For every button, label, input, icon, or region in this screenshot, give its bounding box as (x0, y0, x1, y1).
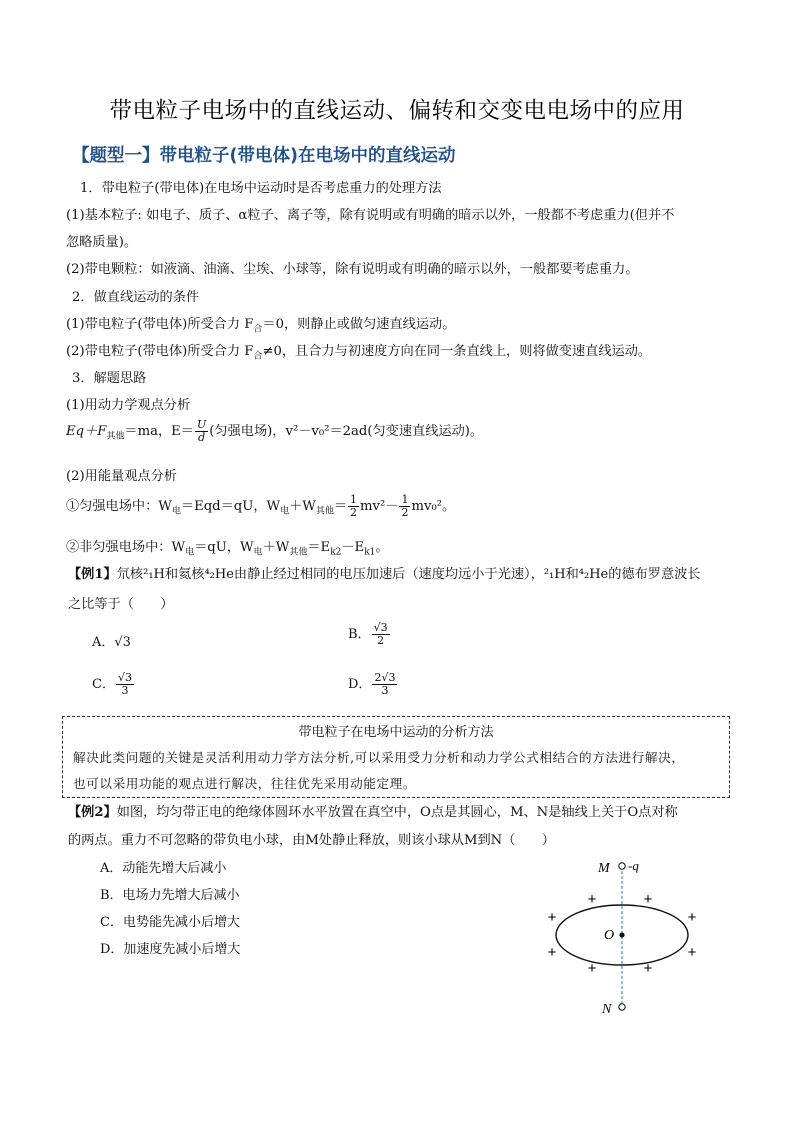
method-box-title: 带电粒子在电场中运动的分析方法 (298, 725, 494, 740)
ex2-option-d: D．加速度先减小后增大 (100, 942, 241, 957)
s1-p1b: 忽略质量)。 (66, 235, 138, 250)
ex2-option-b: B．电场力先增大后减小 (100, 888, 240, 903)
ex1-option-d: D． $\frac{2√3}{3}$ (348, 671, 396, 697)
s3-p1: (1)用动力学观点分析 (66, 398, 191, 413)
ex1-option-b: B． $\frac{√3}{2}$ (348, 621, 388, 647)
ring-figure (538, 852, 708, 1027)
s2-p2: (2)带电粒子(带电体)所受合力 $F_合\ne 0$，且合力与初速度方向在同一条直线上，则将做变速直线运动。 (66, 344, 652, 362)
method-box (62, 716, 730, 798)
point-n (619, 1004, 625, 1010)
ex2-stem: 【例2】如图，均匀带正电的绝缘体圆环水平放置在真空中，O点是其圆心，M、N是轴线上关于O点对称 (68, 805, 678, 820)
s2-title: 2．做直线运动的条件 (72, 290, 200, 305)
ex1-option-c: C． $\frac{√3}{3}$ (92, 671, 132, 697)
plus-charge: + (643, 891, 653, 908)
plus-charge: + (687, 909, 697, 926)
ex2-option-a: A．动能先增大后减小 (100, 861, 227, 876)
ex2-stem-2: 的两点。重力不可忽略的带负电小球，由M处静止释放，则该小球从M到N（ ） (68, 833, 555, 848)
s3-eq1: $Eq+F_{其他}=ma$，E＝ $\frac{U}{d}$ (匀强电场)，v²－v₀²＝2ad(匀变速直线运动)。 (66, 418, 484, 444)
plus-charge: + (547, 944, 557, 961)
point-o (619, 932, 624, 937)
s3-p2: (2)用能量观点分析 (66, 469, 177, 484)
plus-charge: + (687, 944, 697, 961)
s1-p1a: (1)基本粒子: 如电子、质子、α粒子、离子等，除有说明或有明确的暗示以外，一般都不考虑重力(但并不 (66, 208, 675, 223)
ex1-option-a: A．√3 (92, 635, 131, 650)
ex1-stem: 【例1】氘核²₁H和氦核⁴₂He由静止经过相同的电压加速后（速度均远小于光速），²₁H和⁴₂He的德布罗意波长 (68, 567, 701, 582)
point-m (619, 863, 625, 869)
method-box-text: 解决此类问题的关键是灵活利用动力学方法分析,可以采用受力分析和动力学公式相结合的方法进行解决， 也可以采用功能的观点进行解决，往往优先采用动能定理。 (73, 750, 685, 791)
s3-title: 3．解题思路 (72, 371, 147, 386)
s1-p2: (2)带电颗粒：如液滴、油滴、尘埃、小球等，除有说明或有明确的暗示以外，一般都要考虑重力。 (66, 262, 639, 277)
plus-charge: + (587, 960, 597, 977)
s2-p1: (1)带电粒子(带电体)所受合力 $F_合=0$，则静止或做匀速直线运动。 (66, 317, 456, 335)
s3-eq2: ①匀强电场中：$W_电=Eqd=qU$，$W_电+W_{其他}=$ $\frac{1}{2}$ mv²－ $\frac{1}{2}$ mv₀²。 (66, 493, 456, 519)
s1-title: 1．带电粒子(带电体)在电场中运动时是否考虑重力的处理方法 (80, 181, 442, 196)
page-title: 带电粒子电场中的直线运动、偏转和交变电电场中的应用 (109, 98, 685, 124)
section-heading: 【题型一】带电粒子(带电体)在电场中的直线运动 (72, 146, 456, 166)
label-o: O (604, 928, 615, 943)
ex2-option-c: C．电势能先减小后增大 (100, 915, 240, 930)
s3-eq3: ②非匀强电场中：$W_电=qU$，$W_电+W_{其他}=E_{k2}-E_{k1}$。 (66, 540, 389, 558)
plus-charge: + (643, 960, 653, 977)
label-q: -q (628, 858, 639, 873)
label-n: N (602, 1002, 612, 1017)
label-m: M (598, 861, 610, 876)
plus-charge: + (587, 891, 597, 908)
eq1-fraction: $\frac{U}{d}$ (196, 418, 207, 444)
ring-diagram (538, 852, 708, 1027)
ex1-stem-2: 之比等于（ ） (68, 597, 174, 612)
plus-charge: + (547, 909, 557, 926)
